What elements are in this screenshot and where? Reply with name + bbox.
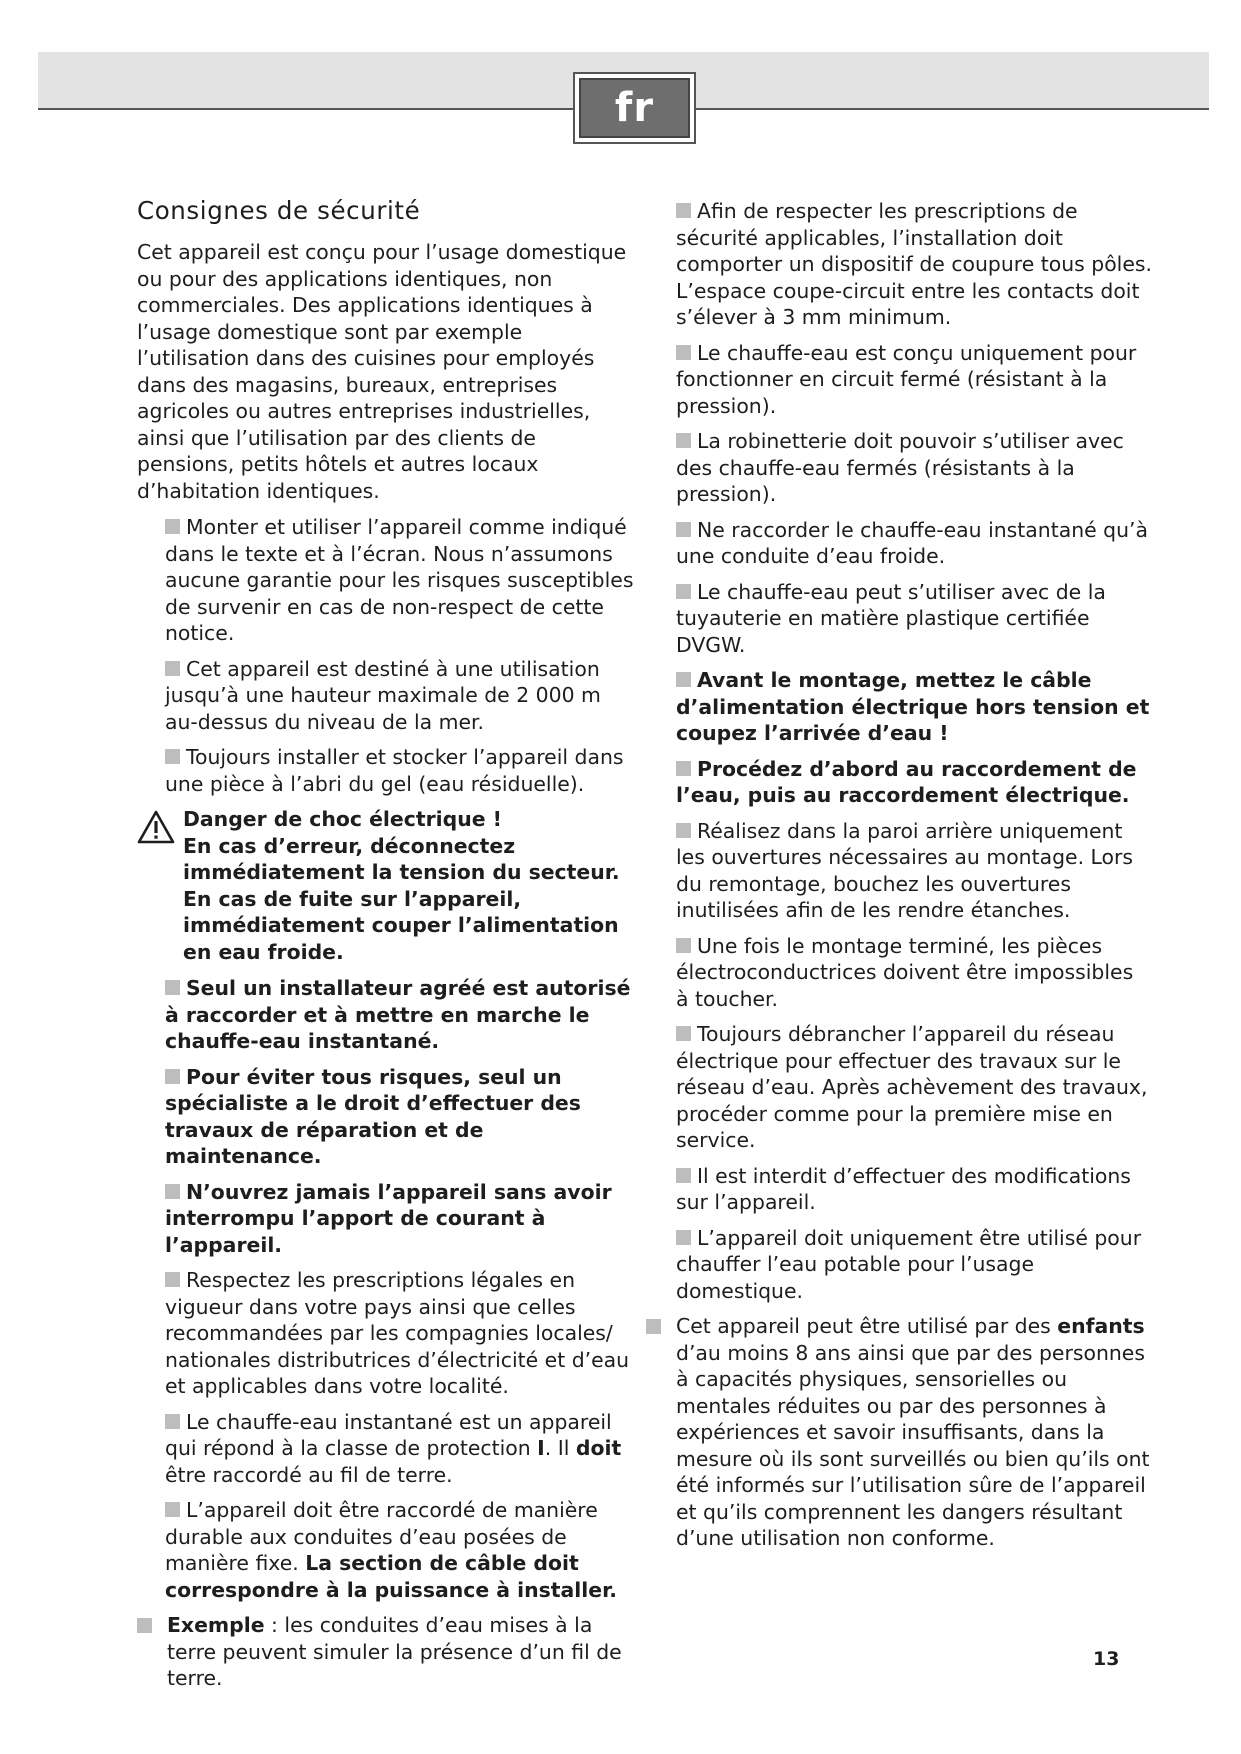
page-number: 13 bbox=[1093, 1648, 1120, 1670]
warning-triangle-icon bbox=[137, 810, 175, 844]
bullet-square-icon bbox=[165, 749, 180, 764]
electric-shock-warning bbox=[137, 806, 637, 965]
list-item: Cet appareil peut être utilisé par des enfants d’au moins 8 ans ainsi que par des personnes à capacités physiques, sensorielles ou mentales réduites ou par des personnes à expériences et savoir insuffisants, dans la mesure où ils sont surveillés ou bien qu’ils ont été informés sur l’utilisation sûre de l’appareil et qu’ils comprennent les dangers résultant d’une utilisation non conforme. bbox=[646, 1313, 1152, 1552]
list-item: Ne raccorder le chauffe-eau instantané qu’à une conduite d’eau froide. bbox=[676, 517, 1148, 568]
left-column bbox=[137, 196, 637, 1692]
list-item: Toujours installer et stocker l’appareil dans une pièce à l’abri du gel (eau résiduelle). bbox=[165, 745, 624, 796]
bullet-square-icon bbox=[676, 1026, 691, 1041]
bullet-square-icon bbox=[676, 433, 691, 448]
warning-line: Danger de choc électrique ! bbox=[183, 807, 502, 831]
list-item: Exemple : les conduites d’eau mises à la terre peuvent simuler la présence d’un fil de terre. bbox=[137, 1612, 637, 1692]
bullet-square-icon bbox=[676, 1230, 691, 1245]
warning-line: En cas de fuite sur l’appareil, immédiatement couper l’alimentation en eau froide. bbox=[183, 886, 619, 964]
right-column bbox=[676, 198, 1152, 1552]
language-badge bbox=[573, 72, 696, 144]
bullet-square-icon bbox=[165, 519, 180, 534]
list-item: La robinetterie doit pouvoir s’utiliser avec des chauffe-eau fermés (résistants à la pression). bbox=[676, 429, 1124, 506]
list-item: Pour éviter tous risques, seul un spécialiste a le droit d’effectuer des travaux de réparation et de maintenance. bbox=[165, 1064, 581, 1168]
list-item: Le chauffe-eau instantané est un appareil qui répond à la classe de protection I. Il doit être raccordé au fil de terre. bbox=[165, 1409, 622, 1487]
bullet-square-icon bbox=[676, 203, 691, 218]
intro-paragraph: Cet appareil est conçu pour l’usage domestique ou pour des applications identiques, non commerciales. Des applications identiques à l’usage domestique sont par exemple l’utilisation dans des cuisines pour employés dans des magasins, bureaux, entreprises agricoles ou autres entreprises industrielles, ainsi que l’utilisation par des clients de pensions, petits hôtels et autres locaux d’habitation identiques. bbox=[137, 240, 627, 503]
section-title: Consignes de sécurité bbox=[137, 196, 421, 225]
bullet-square-icon bbox=[676, 761, 691, 776]
list-item: L’appareil doit être raccordé de manière durable aux conduites d’eau posées de manière fixe. La section de câble doit correspondre à la puissance à installer. bbox=[165, 1498, 617, 1602]
list-item: Une fois le montage terminé, les pièces électroconductrices doivent être impossibles à toucher. bbox=[676, 933, 1134, 1011]
list-item: Procédez d’abord au raccordement de l’eau, puis au raccordement électrique. bbox=[676, 756, 1137, 807]
list-item: Le chauffe-eau est conçu uniquement pour fonctionner en circuit fermé (résistant à la pression). bbox=[676, 340, 1137, 418]
bullet-square-icon bbox=[165, 1414, 180, 1429]
bullet-square-icon bbox=[676, 1168, 691, 1183]
list-item: Seul un installateur agréé est autorisé à raccorder et à mettre en marche le chauffe-eau instantané. bbox=[165, 976, 631, 1053]
list-item: Toujours débrancher l’appareil du réseau électrique pour effectuer des travaux sur le réseau d’eau. Après achèvement des travaux, procéder comme pour la première mise en service. bbox=[676, 1022, 1148, 1152]
list-item: L’appareil doit uniquement être utilisé pour chauffer l’eau potable pour l’usage domestique. bbox=[676, 1225, 1142, 1303]
list-item: Afin de respecter les prescriptions de sécurité applicables, l’installation doit comporter un dispositif de coupure tous pôles. L’espace coupe-circuit entre les contacts doit s’élever à 3 mm minimum. bbox=[676, 199, 1152, 329]
list-item: Avant le montage, mettez le câble d’alimentation électrique hors tension et coupez l’arrivée d’eau ! bbox=[676, 668, 1150, 745]
bullet-square-icon bbox=[165, 661, 180, 676]
bullet-square-icon bbox=[676, 823, 691, 838]
list-item: Réalisez dans la paroi arrière uniquement les ouvertures nécessaires au montage. Lors du remontage, bouchez les ouvertures inutilisées afin de les rendre étanches. bbox=[676, 818, 1134, 922]
bullet-square-icon bbox=[165, 980, 180, 995]
bullet-square-icon bbox=[676, 522, 691, 537]
language-code: fr bbox=[579, 78, 690, 138]
bullet-square-icon bbox=[165, 1272, 180, 1287]
warning-line: En cas d’erreur, déconnectez immédiatement la tension du secteur. bbox=[183, 833, 620, 884]
list-item: Le chauffe-eau peut s’utiliser avec de la tuyauterie en matière plastique certifiée DVGW. bbox=[676, 579, 1106, 657]
bullet-square-icon bbox=[165, 1502, 180, 1517]
list-item: Respectez les prescriptions légales en vigueur dans votre pays ainsi que celles recommandées par les compagnies locales/ nationales distributrices d’électricité et d’eau et applicables dans votre localité. bbox=[165, 1268, 630, 1398]
bullet-square-icon bbox=[137, 1618, 152, 1633]
bullet-square-icon bbox=[676, 672, 691, 687]
bullet-square-icon bbox=[676, 584, 691, 599]
list-item: N’ouvrez jamais l’appareil sans avoir interrompu l’apport de courant à l’appareil. bbox=[165, 1179, 612, 1257]
bullet-square-icon bbox=[165, 1184, 180, 1199]
bullet-square-icon bbox=[165, 1069, 180, 1084]
bullet-square-icon bbox=[676, 345, 691, 360]
list-item: Cet appareil est destiné à une utilisation jusqu’à une hauteur maximale de 2 000 m au-dessus du niveau de la mer. bbox=[165, 656, 601, 734]
bullet-square-icon bbox=[676, 938, 691, 953]
bullet-square-icon bbox=[646, 1319, 661, 1334]
list-item: Monter et utiliser l’appareil comme indiqué dans le texte et à l’écran. Nous n’assumons aucune garantie pour les risques susceptibles de survenir en cas de non-respect de cette notice. bbox=[165, 515, 634, 645]
list-item: Il est interdit d’effectuer des modifications sur l’appareil. bbox=[676, 1163, 1131, 1214]
